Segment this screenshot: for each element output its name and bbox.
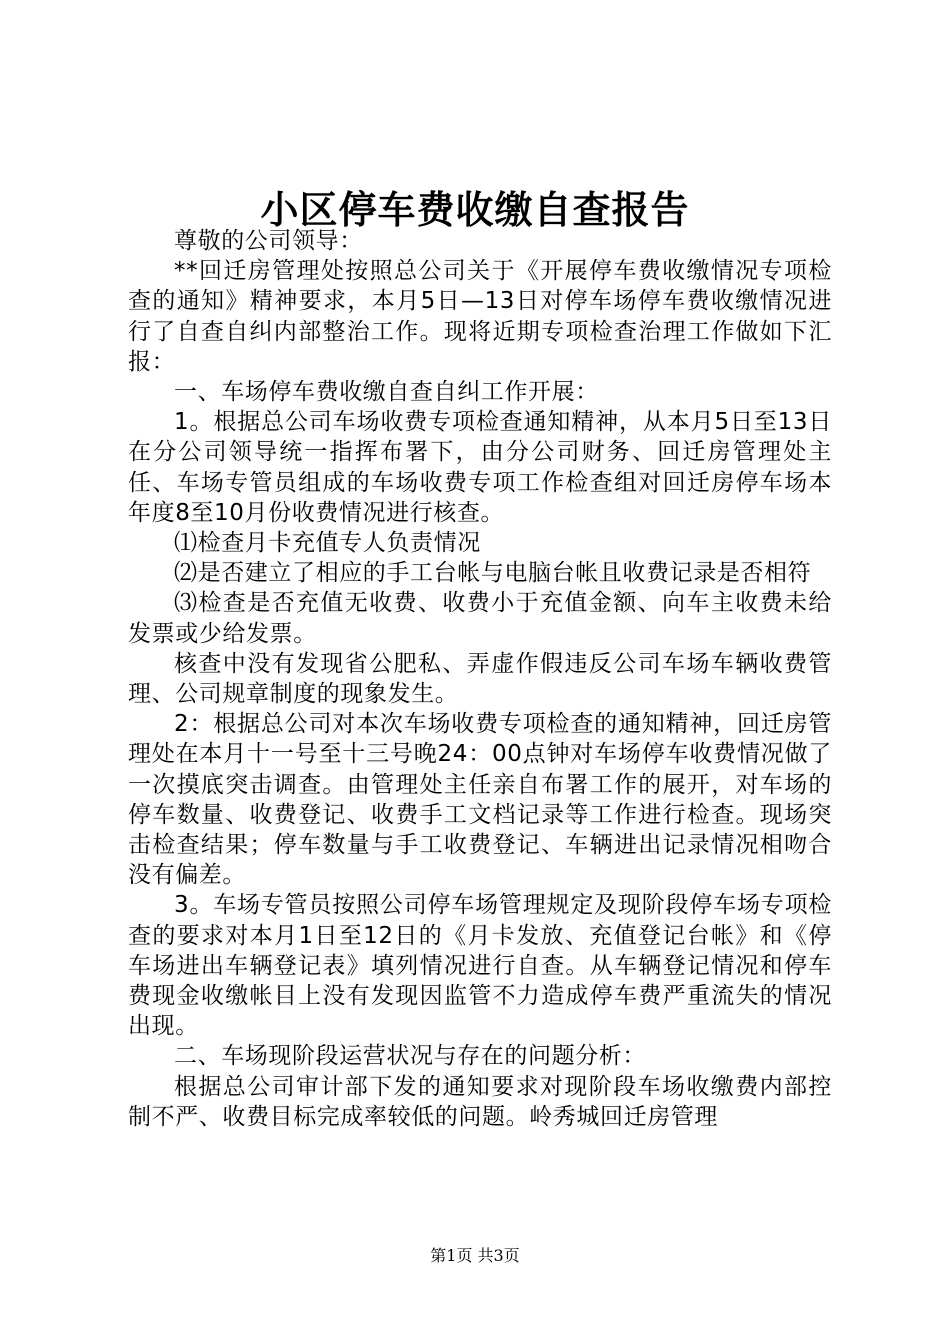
document-title: 小区停车费收缴自查报告 xyxy=(260,187,690,232)
item-3-paragraph: 3。车场专管员按照公司停车场管理规定及现阶段停车场专项检查的要求对本月1日至12日的《月卡发放、充值登记台帐》和《停车场进出车辆登记表》填列情况进行自查。从车辆登记情况和停车费现金收缴帐目上没有发现因监管不力造成停车费严重流失的情况出现。 xyxy=(128,892,832,1040)
sub-item-3: ⑶检查是否充值无收费、收费小于充值金额、向车主收费未给发票或少给发票。 xyxy=(128,590,832,647)
document-body xyxy=(128,226,832,1132)
check-result-paragraph: 核查中没有发现省公肥私、弄虚作假违反公司车场车辆收费管理、公司规章制度的现象发生。 xyxy=(128,650,832,708)
page-footer: 第1页 共3页 xyxy=(430,1246,520,1265)
section-heading-1: 一、车场停车费收缴自查自纠工作开展： xyxy=(174,379,599,406)
sub-item-2: ⑵是否建立了相应的手工台帐与电脑台帐且收费记录是否相符 xyxy=(174,560,812,587)
item-2-paragraph: 2：根据总公司对本次车场收费专项检查的通知精神，回迁房管理处在本月十一号至十三号晚24：00点钟对车场停车收费情况做了一次摸底突击调查。由管理处主任亲自布署工作的展开，对车场的停车数量、收费登记、收费手工文档记录等工作进行检查。现场突击检查结果；停车数量与手工收费登记、车辆进出记录情况相吻合没有偏差。 xyxy=(128,711,832,889)
intro-paragraph: **回迁房管理处按照总公司关于《开展停车费收缴情况专项检查的通知》精神要求，本月5日—13日对停车场停车费收缴情况进行了自查自纠内部整治工作。现将近期专项检查治理工作做如下汇报： xyxy=(128,258,832,375)
item-1-paragraph: 1。根据总公司车场收费专项检查通知精神，从本月5日至13日在分公司领导统一指挥布署下，由分公司财务、回迁房管理处主任、车场专管员组成的车场收费专项工作检查组对回迁房停车场本年度8至10月份收费情况进行核查。 xyxy=(128,409,832,526)
analysis-paragraph: 根据总公司审计部下发的通知要求对现阶段车场收缴费内部控制不严、收费目标完成率较低的问题。岭秀城回迁房管理 xyxy=(128,1073,832,1130)
salutation: 尊敬的公司领导： xyxy=(174,228,363,254)
section-heading-2: 二、车场现阶段运营状况与存在的问题分析： xyxy=(174,1043,646,1070)
sub-item-1: ⑴检查月卡充值专人负责情况 xyxy=(174,530,481,557)
